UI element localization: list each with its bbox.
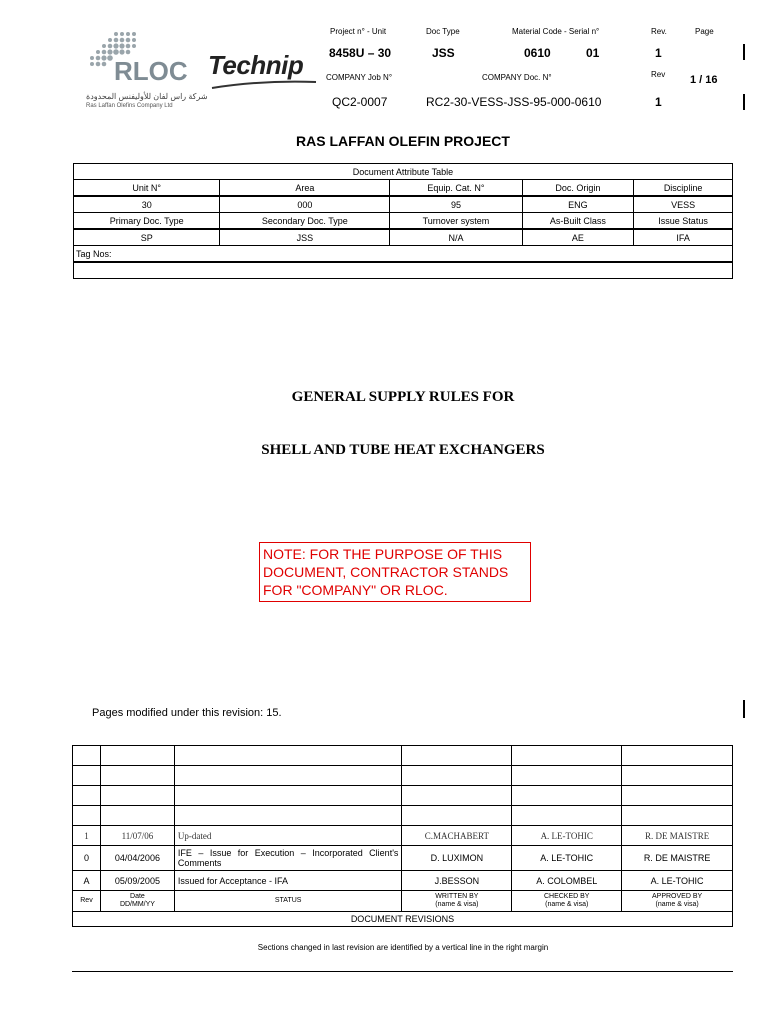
status-cell: IFE – Issue for Execution – Incorporated Client's Comments: [174, 846, 402, 871]
document-title-line-1: GENERAL SUPPLY RULES FOR: [291, 389, 515, 405]
label-rev: Rev.: [651, 27, 667, 36]
status-cell: Issued for Acceptance - IFA: [174, 871, 402, 891]
attr-value: 30: [74, 196, 220, 213]
label-company-doc: COMPANY Doc. N°: [482, 73, 552, 82]
tag-nos-label: Tag Nos:: [74, 246, 733, 263]
revision-table-caption: DOCUMENT REVISIONS: [73, 912, 733, 927]
tag-nos-value: [74, 262, 733, 279]
date-cell: 04/04/2006: [100, 846, 174, 871]
attr-header: Doc. Origin: [522, 180, 633, 197]
value-company-doc: RC2-30-VESS-JSS-95-000-0610: [426, 95, 602, 109]
attr-header: Secondary Doc. Type: [220, 213, 390, 230]
written-by-cell: D. LUXIMON: [402, 846, 512, 871]
value-project-unit: 8458U – 30: [329, 46, 392, 60]
col-header-checked-by: CHECKED BY (name & visa): [512, 891, 622, 912]
approved-by-cell: R. DE MAISTRE: [622, 846, 733, 871]
value-company-rev: 1: [655, 95, 662, 109]
technip-logo: [208, 50, 318, 95]
technip-swoosh-icon: [208, 78, 318, 92]
attribute-table-title: Document Attribute Table: [74, 164, 733, 180]
label-doc-type: Doc Type: [426, 27, 460, 36]
attr-header: Equip. Cat. N°: [390, 180, 522, 197]
col-header-approved-by: APPROVED BY (name & visa): [622, 891, 733, 912]
empty-revision-row: [73, 786, 733, 806]
attr-value: JSS: [220, 229, 390, 246]
attr-header: As-Built Class: [522, 213, 633, 230]
attr-header: Issue Status: [634, 213, 733, 230]
approved-by-cell: R. DE MAISTRE: [622, 826, 733, 846]
attr-value: SP: [74, 229, 220, 246]
tag-nos-blank-row: [74, 262, 733, 279]
revision-table-caption-row: [73, 912, 733, 927]
tag-nos-row: [74, 246, 733, 263]
attr-header: Area: [220, 180, 390, 197]
attribute-values-row-1: [74, 196, 733, 213]
attr-value: VESS: [634, 196, 733, 213]
attribute-headers-row-2: [74, 213, 733, 230]
value-page: 1 / 16: [690, 74, 718, 86]
revision-row-1: [73, 826, 733, 846]
value-company-job: QC2-0007: [332, 95, 388, 109]
revision-margin-bar: [743, 94, 745, 110]
revision-margin-bar: [743, 700, 745, 718]
rloc-arabic-name: شركة راس لفان للأوليفنس المحدودة: [86, 92, 208, 101]
attr-value: IFA: [634, 229, 733, 246]
revision-column-headers: [73, 891, 733, 912]
col-header-status: STATUS: [174, 891, 402, 912]
checked-by-cell: A. COLOMBEL: [512, 871, 622, 891]
attr-header: Turnover system: [390, 213, 522, 230]
written-by-cell: C.MACHABERT: [402, 826, 512, 846]
value-rev: 1: [655, 46, 662, 60]
revision-footnote: Sections changed in last revision are identified by a vertical line in the right margin: [257, 943, 549, 952]
revision-row-a: [73, 871, 733, 891]
attribute-headers-row-1: [74, 180, 733, 197]
label-company-job: COMPANY Job N°: [326, 73, 393, 82]
rev-cell: 1: [73, 826, 101, 846]
col-header-date: Date DD/MM/YY: [100, 891, 174, 912]
technip-wordmark: Technip: [208, 50, 304, 80]
value-doc-type: JSS: [432, 46, 455, 60]
value-material-code: 0610: [524, 46, 551, 60]
status-cell: Up-dated: [174, 826, 402, 846]
label-page: Page: [695, 27, 714, 36]
attr-header: Primary Doc. Type: [74, 213, 220, 230]
col-header-written-by: WRITTEN BY (name & visa): [402, 891, 512, 912]
revision-row-0: [73, 846, 733, 871]
date-cell: 05/09/2005: [100, 871, 174, 891]
date-cell: 11/07/06: [100, 826, 174, 846]
rev-cell: 0: [73, 846, 101, 871]
project-title: RAS LAFFAN OLEFIN PROJECT: [296, 133, 510, 149]
rev-cell: A: [73, 871, 101, 891]
pages-modified-text: Pages modified under this revision: 15.: [92, 707, 282, 719]
empty-revision-row: [73, 746, 733, 766]
attribute-values-row-2: [74, 229, 733, 246]
attr-value: N/A: [390, 229, 522, 246]
attr-header: Unit N°: [74, 180, 220, 197]
rloc-wordmark: RLOC: [114, 56, 188, 86]
checked-by-cell: A. LE-TOHIC: [512, 826, 622, 846]
attr-value: 000: [220, 196, 390, 213]
approved-by-cell: A. LE-TOHIC: [622, 871, 733, 891]
empty-revision-row: [73, 766, 733, 786]
attr-value: 95: [390, 196, 522, 213]
checked-by-cell: A. LE-TOHIC: [512, 846, 622, 871]
value-serial: 01: [586, 46, 600, 60]
bottom-divider: [72, 971, 733, 972]
attr-value: ENG: [522, 196, 633, 213]
written-by-cell: J.BESSON: [402, 871, 512, 891]
label-rev-2: Rev: [651, 70, 666, 79]
document-revisions-table: [72, 745, 733, 927]
rloc-logo: [86, 30, 206, 110]
label-project-unit: Project n° - Unit: [330, 27, 387, 36]
col-header-rev: Rev: [73, 891, 101, 912]
empty-revision-row: [73, 806, 733, 826]
attr-header: Discipline: [634, 180, 733, 197]
revision-margin-bar: [743, 44, 745, 60]
attr-value: AE: [522, 229, 633, 246]
label-material-serial: Material Code - Serial n°: [512, 27, 600, 36]
contractor-note-box: NOTE: FOR THE PURPOSE OF THIS DOCUMENT, CONTRACTOR STANDS FOR "COMPANY" OR RLOC.: [259, 542, 531, 602]
rloc-english-name: Ras Laffan Olefins Company Ltd: [86, 103, 173, 109]
document-title-line-2: SHELL AND TUBE HEAT EXCHANGERS: [261, 442, 545, 458]
document-attribute-table: [73, 163, 733, 279]
